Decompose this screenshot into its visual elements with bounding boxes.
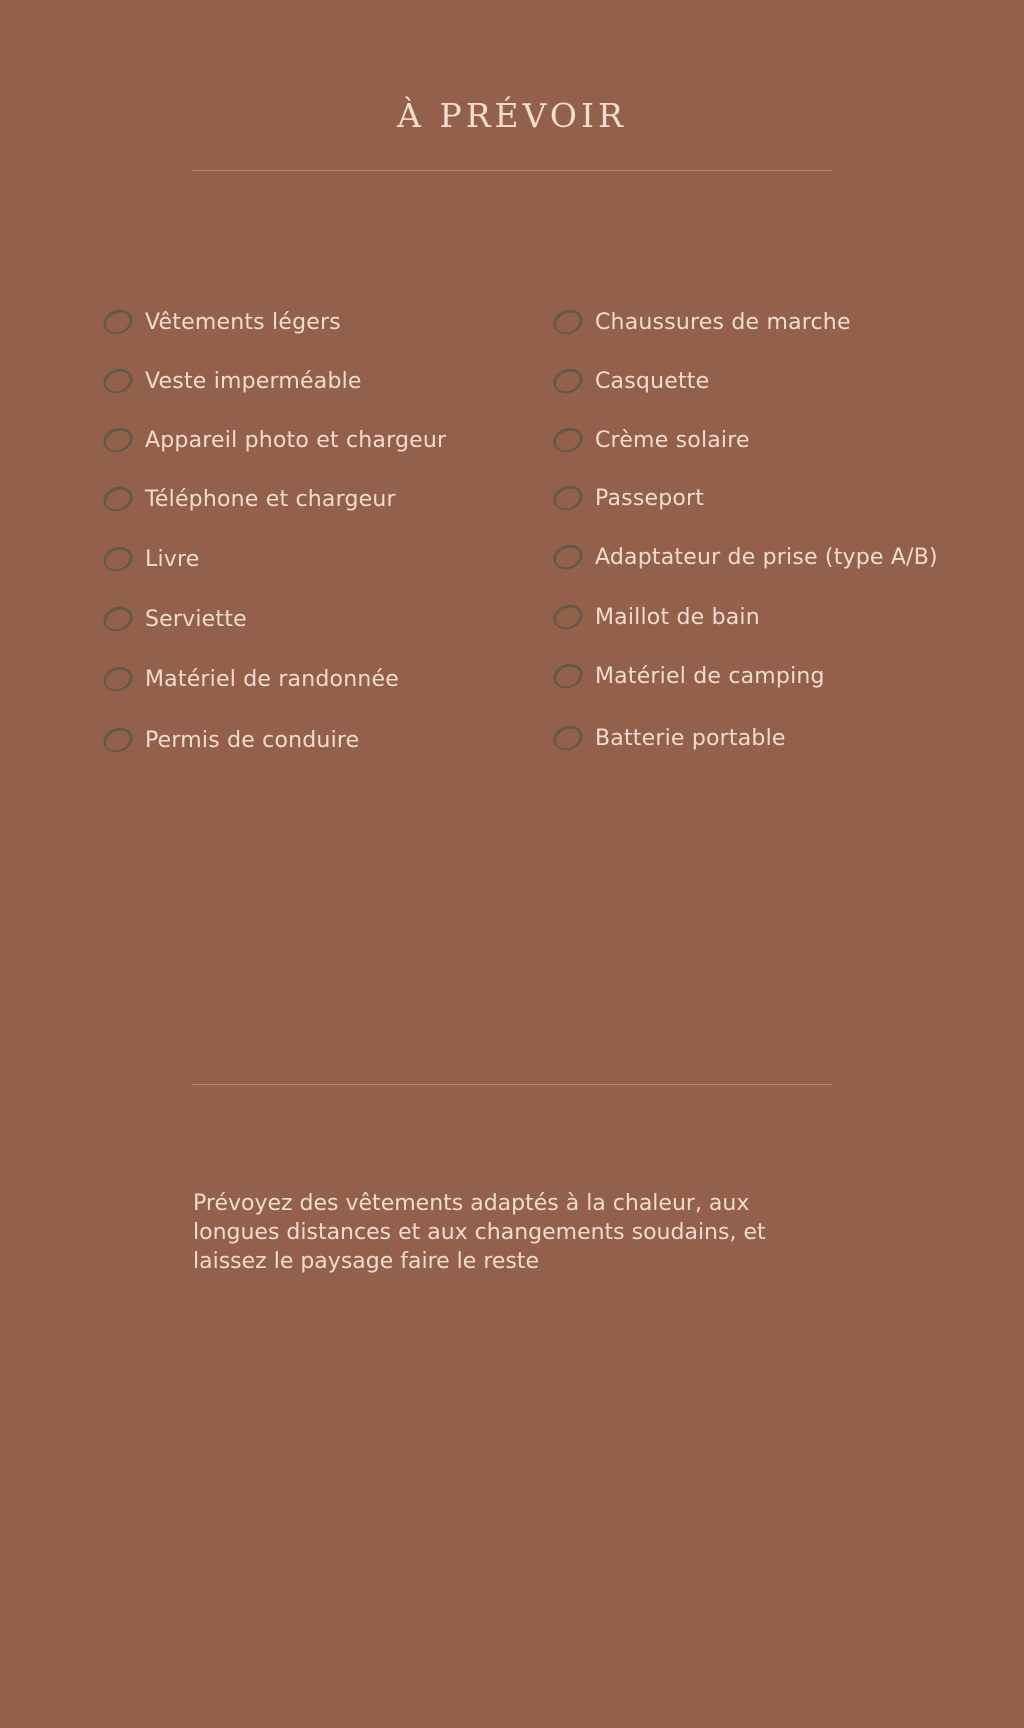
hand-drawn-circle-icon[interactable] — [552, 541, 584, 573]
checklist-item[interactable] — [102, 361, 362, 401]
checklist-item[interactable] — [102, 720, 359, 760]
hand-drawn-circle-icon[interactable] — [102, 603, 134, 635]
hand-drawn-circle-icon[interactable] — [552, 482, 584, 514]
checklist-item[interactable] — [552, 597, 760, 637]
checklist-item-label: Crème solaire — [595, 427, 750, 453]
checklist-item-label: Maillot de bain — [595, 604, 760, 630]
checklist-item-label: Batterie portable — [595, 725, 786, 751]
checklist-item[interactable] — [552, 361, 709, 401]
checklist-item[interactable] — [102, 539, 200, 579]
hand-drawn-circle-icon[interactable] — [102, 306, 134, 338]
checklist-item-label: Matériel de randonnée — [145, 666, 399, 692]
checklist-item-label: Passeport — [595, 485, 705, 511]
hand-drawn-circle-icon[interactable] — [552, 306, 584, 338]
checklist-item[interactable] — [102, 659, 399, 699]
checklist-item-label: Vêtements légers — [145, 309, 341, 335]
checklist-item[interactable] — [102, 302, 341, 342]
checklist-item-label: Casquette — [595, 368, 710, 394]
checklist-item[interactable] — [552, 420, 750, 460]
checklist-item-label: Téléphone et chargeur — [145, 486, 396, 512]
checklist-item[interactable] — [102, 479, 396, 519]
page-title: À PRÉVOIR — [397, 96, 627, 135]
hand-drawn-circle-icon[interactable] — [552, 660, 584, 692]
checklist-item[interactable] — [552, 718, 786, 758]
checklist-item[interactable] — [552, 478, 704, 518]
hand-drawn-circle-icon[interactable] — [552, 424, 584, 456]
hand-drawn-circle-icon[interactable] — [102, 663, 134, 695]
checklist-item-label: Veste imperméable — [145, 368, 362, 394]
hand-drawn-circle-icon[interactable] — [102, 483, 134, 515]
hand-drawn-circle-icon[interactable] — [552, 722, 584, 754]
checklist-item-label: Appareil photo et chargeur — [145, 427, 447, 453]
hand-drawn-circle-icon[interactable] — [102, 724, 134, 756]
checklist-item-label: Matériel de camping — [595, 663, 825, 689]
checklist-item-label: Permis de conduire — [145, 727, 360, 753]
checklist-item-label: Serviette — [145, 606, 247, 632]
checklist-item-label: Chaussures de marche — [595, 309, 851, 335]
checklist-item[interactable] — [552, 656, 825, 696]
hand-drawn-circle-icon[interactable] — [102, 543, 134, 575]
checklist-item[interactable] — [102, 420, 446, 460]
hand-drawn-circle-icon[interactable] — [552, 365, 584, 397]
top-divider — [191, 170, 833, 171]
closing-note: Prévoyez des vêtements adaptés à la chaleur, aux longues distances et aux changements soudains, et laissez le paysage faire le reste — [193, 1191, 766, 1274]
checklist-item-label: Adaptateur de prise (type A/B) — [595, 544, 938, 570]
bottom-divider — [191, 1084, 833, 1085]
checklist-item[interactable] — [552, 537, 938, 577]
hand-drawn-circle-icon[interactable] — [552, 601, 584, 633]
checklist-item-label: Livre — [145, 546, 200, 572]
hand-drawn-circle-icon[interactable] — [102, 424, 134, 456]
hand-drawn-circle-icon[interactable] — [102, 365, 134, 397]
checklist-item[interactable] — [102, 599, 247, 639]
checklist-item[interactable] — [552, 302, 851, 342]
